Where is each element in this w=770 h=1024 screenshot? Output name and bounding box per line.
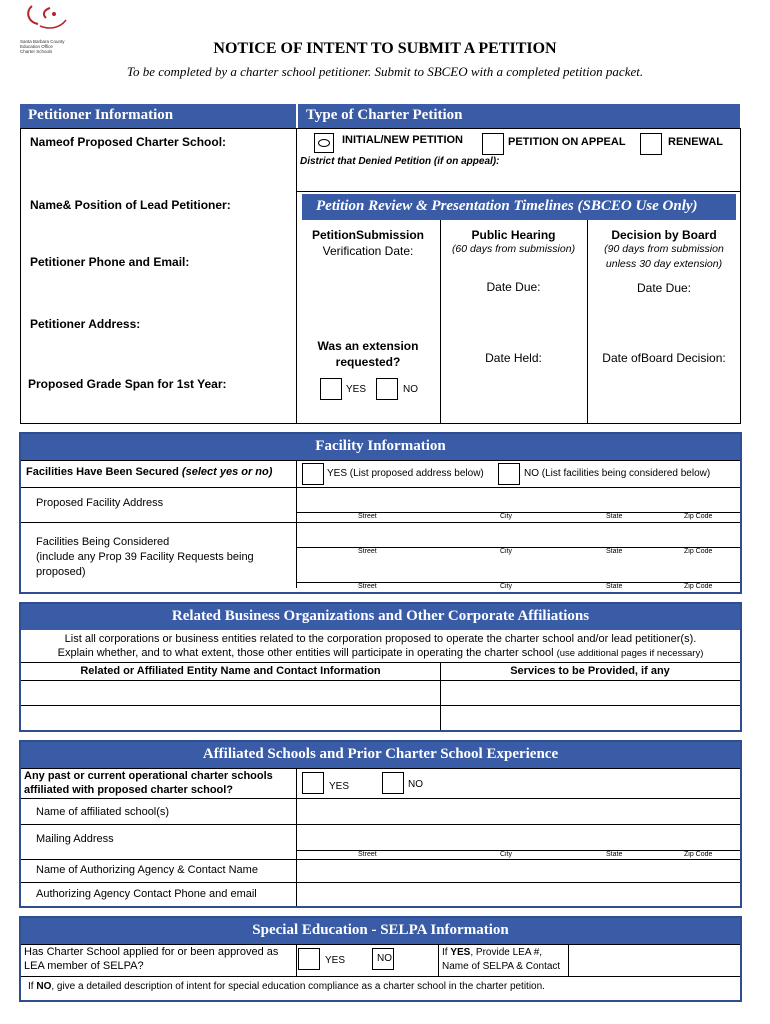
addr2-street: Street [358,548,377,555]
charter-type-heading-text: Type of Charter Petition [306,107,463,123]
affiliated-heading [21,742,740,768]
facilities-considered-1: Facilities Being Considered [36,536,170,548]
addr1-state: State [606,513,623,520]
selpa-yes-label: YES [325,955,346,966]
public-hearing-title: Public Hearing [471,228,556,242]
selpa-question-2: LEA member of SELPA? [24,960,144,972]
label-grade-span: Proposed Grade Span for 1st Year: [28,377,227,391]
page-subtitle: To be completed by a charter school petitioner. Submit to SBCEO with a completed petition packet. [126,64,644,79]
hearing-date-due: Date Due: [486,280,541,294]
facility-secured-hint: (select yes or no) [181,466,273,478]
affiliated-question-2: affiliated with proposed charter school? [24,784,234,796]
addr3-state: State [606,583,623,590]
addr1-street: Street [358,513,377,520]
business-row-2-entity[interactable] [22,706,439,729]
decision-date-due: Date Due: [636,281,692,295]
selpa-if-yes-a: If [442,947,448,958]
aff-zip: Zip Code [684,851,713,858]
proposed-facility-address: Proposed Facility Address [36,497,164,509]
selpa-if-yes-c: , Provide LEA #, [470,947,543,958]
selpa-if-no-a: If [28,981,34,992]
date-board-decision: Date ofBoard Decision: [602,351,726,365]
facility-yes-label: YES (List proposed address below) [327,468,484,479]
business-col-services: Services to be Provided, if any [510,665,670,677]
aff-state: State [606,851,623,858]
charter-type-heading [298,104,740,128]
extension-yes-label: YES [346,384,367,395]
timelines-heading-text: Petition Review & Presentation Timelines (SBCEO Use Only) [316,198,698,214]
extension-no-label: NO [403,384,418,395]
renewal-checkbox[interactable] [640,133,662,155]
facility-secured-text: Facilities Have Been Secured [26,466,179,478]
business-col-entity: Related or Affiliated Entity Name and Contact Information [80,665,381,677]
addr3-street: Street [358,583,377,590]
addr2-zip: Zip Code [684,548,713,555]
business-instructions-1: List all corporations or business entities related to the corporation proposed to operate the charter school and/or lead petitioner(s). [64,633,697,645]
timelines-heading [302,194,736,220]
initial-petition-checkbox[interactable] [314,133,334,153]
label-address: Petitioner Address: [30,317,141,331]
aff-street: Street [358,851,377,858]
facility-yes-checkbox[interactable] [302,463,324,485]
facility-no-checkbox[interactable] [498,463,520,485]
affiliated-mailing: Mailing Address [36,833,114,845]
affiliated-no-label: NO [408,779,423,790]
public-hearing-sub: (60 days from submission) [451,243,576,255]
facilities-considered-2: (include any Prop 39 Facility Requests being [36,551,254,563]
business-heading [21,604,740,630]
renewal-label: RENEWAL [668,136,723,148]
business-instructions-text: Explain whether, and to what extent, those other entities will participate in operating the charter school [57,647,554,659]
decision-sub-1: (90 days from submission [604,243,724,255]
submission-verify: Verification Date: [322,244,414,258]
decision-sub-2: unless 30 day extension) [605,258,723,270]
addr1-city: City [500,513,513,520]
label-school-name: Nameof Proposed Charter School: [30,135,227,149]
selpa-if-no-b: NO [36,981,52,992]
extension-no-checkbox[interactable] [376,378,398,400]
date-held: Date Held: [485,351,542,365]
initial-petition-label: INITIAL/NEW PETITION [342,134,463,146]
selpa-no-label: NO [377,953,392,964]
business-row-1-entity[interactable] [22,681,439,704]
selpa-heading-text: Special Education - SELPA Information [252,922,509,938]
selpa-if-yes-1 [442,947,542,958]
selpa-yes-checkbox[interactable] [298,948,320,970]
affiliated-school-name: Name of affiliated school(s) [36,806,170,818]
affiliated-heading-text: Affiliated Schools and Prior Charter School Experience [202,746,559,762]
business-row-2-services[interactable] [441,706,739,729]
business-row-1-services[interactable] [441,681,739,704]
selpa-if-no [28,981,545,992]
business-instructions-note: (use additional pages if necessary) [556,648,704,659]
district-denied-label: District that Denied Petition (if on appeal): [300,156,500,167]
selpa-if-yes-2: Name of SELPA & Contact [442,961,561,972]
page-title: NOTICE OF INTENT TO SUBMIT A PETITION [213,40,557,57]
petitioner-heading [20,104,296,128]
appeal-petition-label: PETITION ON APPEAL [508,136,626,148]
affiliated-question-1: Any past or current operational charter schools [24,770,273,782]
affiliated-agency: Name of Authorizing Agency & Contact Name [36,864,258,876]
label-lead-petitioner: Name& Position of Lead Petitioner: [30,198,231,212]
logo-text-1: Santa Barbara County [20,39,65,44]
label-phone-email: Petitioner Phone and Email: [30,255,190,269]
addr2-state: State [606,548,623,555]
logo-text-2: Education Office [20,44,53,49]
addr2-city: City [500,548,513,555]
facility-no-label: NO (List facilities being considered below) [524,468,711,479]
affiliated-agency-phone: Authorizing Agency Contact Phone and email [36,888,257,900]
selpa-if-yes-b: YES [450,947,471,958]
affiliated-no-checkbox[interactable] [382,772,404,794]
addr1-zip: Zip Code [684,513,713,520]
selpa-if-no-c: , give a detailed description of intent for special education compliance as a charter school in the charter petition. [51,981,545,992]
facility-heading [21,434,740,460]
submission-title: PetitionSubmission [311,228,424,242]
facilities-considered-3: proposed) [36,566,86,578]
facility-secured-label [26,466,272,478]
business-heading-text: Related Business Organizations and Other Corporate Affiliations [171,608,590,624]
logo-mark-icon [20,4,80,34]
addr3-city: City [500,583,513,590]
selpa-question-1: Has Charter School applied for or been approved as [24,946,279,958]
selpa-heading [21,918,740,944]
facility-heading-text: Facility Information [315,438,446,454]
extension-question-1: Was an extension [317,339,419,353]
addr3-zip: Zip Code [684,583,713,590]
petitioner-heading-text: Petitioner Information [28,107,174,123]
extension-question-2: requested? [335,355,401,369]
appeal-petition-checkbox[interactable] [482,133,504,155]
logo-text-3: Charter Schools [20,49,53,54]
business-instructions-2 [21,647,740,659]
affiliated-yes-label: YES [329,781,350,792]
affiliated-yes-checkbox[interactable] [302,772,324,794]
aff-city: City [500,851,513,858]
decision-title: Decision by Board [611,228,717,242]
extension-yes-checkbox[interactable] [320,378,342,400]
